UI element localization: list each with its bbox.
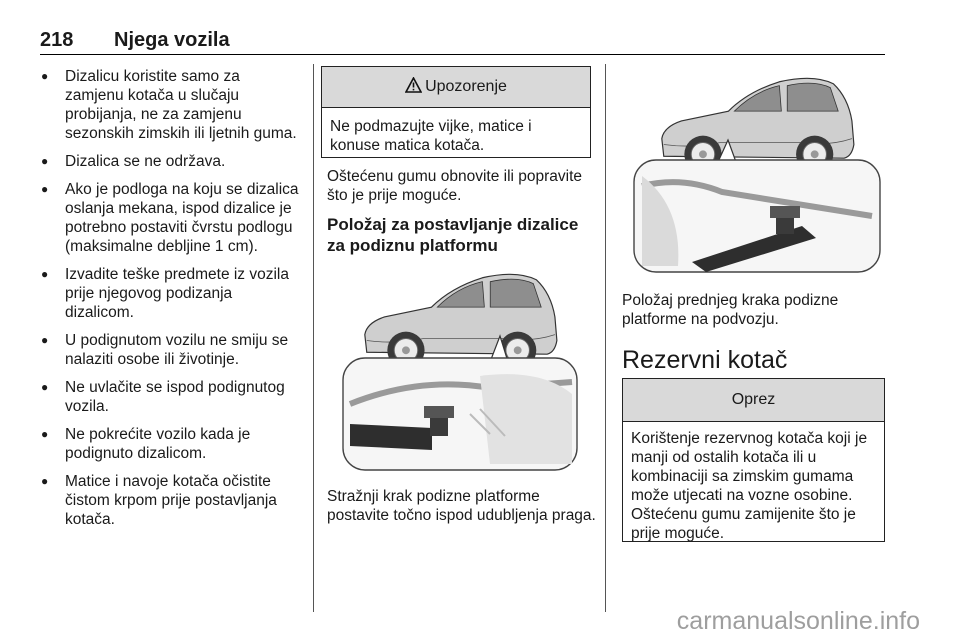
caution-box-header bbox=[623, 379, 884, 422]
page-title: Njega vozila bbox=[114, 29, 230, 51]
warning-box bbox=[321, 66, 591, 158]
column-divider-left bbox=[313, 64, 314, 612]
warning-box-header bbox=[322, 67, 590, 108]
illustration-front-lift-arm bbox=[622, 66, 884, 276]
list-item: ● Ne uvlačite se ispod podignutog vozila. bbox=[40, 378, 302, 416]
illustration-rear-lift-arm bbox=[340, 264, 580, 474]
page-number: 218 bbox=[40, 29, 74, 51]
list-item: ● Ako je podloga na koju se dizalica oslanja mekana, ispod dizalice je potrebno postaviti čvrstu podlogu (maksimalne debljine 1 cm). bbox=[40, 180, 302, 256]
paragraph-tyre-repair: Oštećenu gumu obnovite ili popravite što je prije moguće. bbox=[327, 168, 583, 204]
caption-rear-lift-arm: Stražnji krak podizne platforme postavite točno ispod udubljenja praga. bbox=[327, 488, 596, 524]
page-header bbox=[40, 28, 885, 55]
list-item: ● Dizalicu koristite samo za zamjenu kotača u slučaju probijanja, ne za zamjenu sezonskih zimskih ili ljetnih guma. bbox=[40, 67, 302, 143]
section-heading-jack-position: Položaj za postavljanje dizalice za podiznu platformu bbox=[327, 215, 579, 255]
caution-box-body: Korištenje rezervnog kotača koji je manji od ostalih kotača ili u kombinaciji sa zimskim gumama može utjecati na vozne osobine. Oštećenu gumu zamijenite što je prije moguće. bbox=[631, 430, 868, 542]
caption-front-lift-arm: Položaj prednjeg kraka podizne platforme na podvozju. bbox=[622, 292, 839, 328]
warning-triangle-icon bbox=[405, 77, 422, 98]
list-item: ● Dizalica se ne održava. bbox=[40, 152, 302, 171]
caution-box-title: Oprez bbox=[731, 391, 776, 408]
jack-safety-list bbox=[40, 67, 302, 538]
list-item: ● Izvadite teške predmete iz vozila prije njegovog podizanja dizalicom. bbox=[40, 265, 302, 322]
list-item: ● U podignutom vozilu ne smiju se nalaziti osobe ili životinje. bbox=[40, 331, 302, 369]
column-divider-right bbox=[605, 64, 606, 612]
caution-box bbox=[622, 378, 885, 542]
warning-box-body: Ne podmazujte vijke, matice i konuse matica kotača. bbox=[330, 118, 532, 154]
watermark: carmanualsonline.info bbox=[676, 607, 920, 635]
list-item: ● Matice i navoje kotača očistite čistom krpom prije postavljanja kotača. bbox=[40, 472, 302, 529]
section-heading-spare-wheel: Rezervni kotač bbox=[622, 346, 788, 374]
list-item: ● Ne pokrećite vozilo kada je podignuto dizalicom. bbox=[40, 425, 302, 463]
warning-box-title: Upozorenje bbox=[425, 78, 507, 95]
